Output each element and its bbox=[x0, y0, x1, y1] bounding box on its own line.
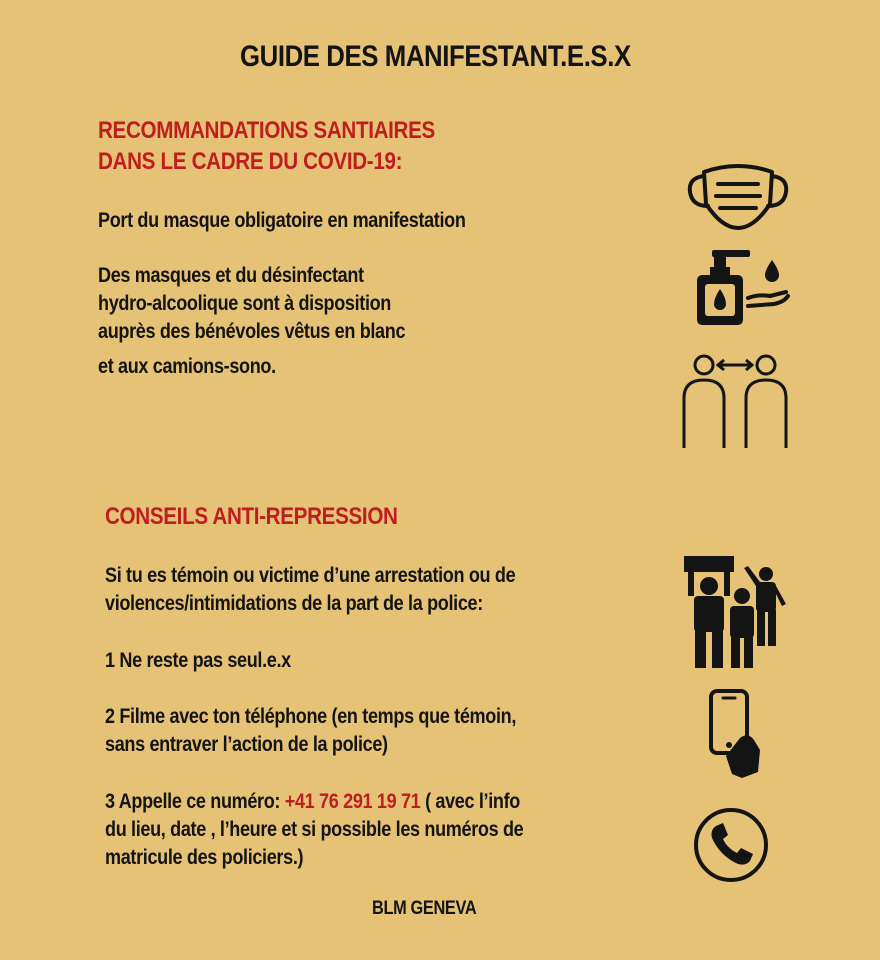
repression-heading: CONSEILS ANTI-REPRESSION bbox=[105, 503, 398, 530]
covid-heading-line1: RECOMMANDATIONS SANTIAIRES bbox=[98, 117, 435, 144]
tip-3-prefix: 3 Appelle ce numéro: bbox=[105, 790, 285, 813]
footer-signature: BLM GENEVA bbox=[372, 898, 477, 919]
phone-call-icon bbox=[692, 806, 770, 884]
tip-1: 1 Ne reste pas seul.e.x bbox=[105, 649, 291, 672]
disposition-line4: et aux camions-sono. bbox=[98, 355, 276, 378]
disposition-line2: hydro-alcoolique sont à disposition bbox=[98, 292, 391, 315]
social-distance-icon bbox=[680, 352, 790, 450]
tip-3-line2: du lieu, date , l’heure et si possible les numéros de bbox=[105, 818, 524, 841]
protest-group-icon bbox=[682, 556, 792, 670]
tip-2-line1: 2 Filme avec ton téléphone (en temps que témoin, bbox=[105, 705, 516, 728]
phone-filming-icon bbox=[706, 688, 762, 780]
tip-3-suffix: ( avec l’info bbox=[420, 790, 520, 813]
emergency-phone-number[interactable]: +41 76 291 19 71 bbox=[284, 790, 421, 813]
tip-3-line3: matricule des policiers.) bbox=[105, 846, 304, 869]
tip-3-line1 bbox=[105, 788, 520, 816]
tip-2-line2: sans entraver l’action de la police) bbox=[105, 733, 388, 756]
disposition-line3: auprès des bénévoles vêtus en blanc bbox=[98, 320, 406, 343]
repression-intro-line2: violences/intimidations de la part de la police: bbox=[105, 592, 483, 615]
mask-recommendation-text: Port du masque obligatoire en manifestation bbox=[98, 209, 466, 232]
repression-intro-line1: Si tu es témoin ou victime d’une arrestation ou de bbox=[105, 564, 516, 587]
covid-heading-line2: DANS LE CADRE DU COVID-19: bbox=[98, 148, 403, 175]
hand-sanitizer-icon bbox=[692, 248, 792, 328]
disposition-line1: Des masques et du désinfectant bbox=[98, 264, 364, 287]
page-title: GUIDE DES MANIFESTANT.E.S.X bbox=[240, 40, 631, 73]
mask-icon bbox=[684, 160, 792, 232]
